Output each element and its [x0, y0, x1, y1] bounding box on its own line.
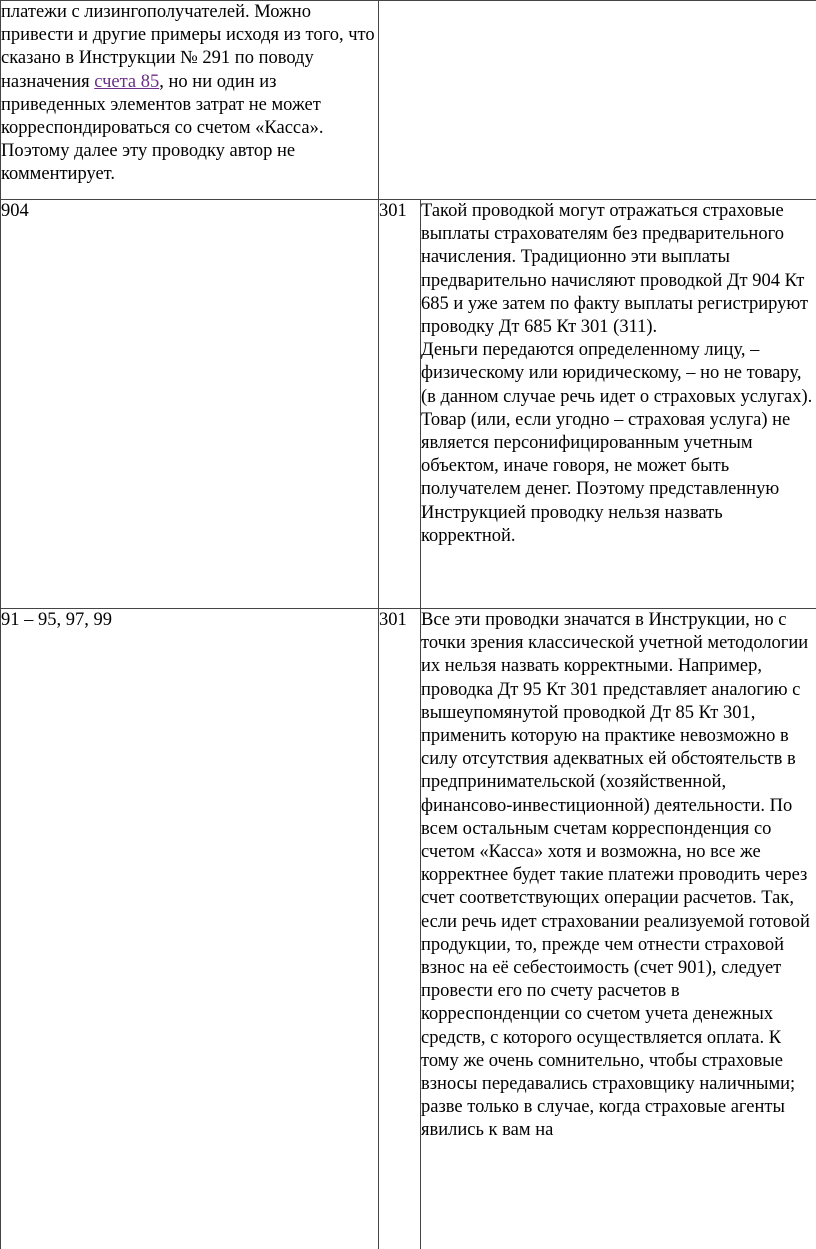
- comment-text: [1, 1, 378, 187]
- comment-paragraph: Такой проводкой могут отражаться страховые выплаты страхователям без предварительного начисления. Традиционно эти выплаты предварительно начисляют проводкой Дт 904 Кт 685 и уже затем по факту выплаты регистрируют проводку Дт 685 Кт 301 (311).: [421, 200, 816, 339]
- account-85-link[interactable]: счета 85: [94, 72, 159, 92]
- comment-text-before-link: платежи с лизингополучателей. Можно привести и другие примеры исходя из того, что сказано в Инструкции № 291 по поводу назначения: [1, 2, 375, 92]
- comment-paragraph: Все эти проводки значатся в Инструкции, но с точки зрения классической учетной методологии их нельзя назвать корректными. Например, проводка Дт 95 Кт 301 представляет аналогию с вышеупомянутой проводкой Дт 85 Кт 301, применить которую на практике невозможно в силу отсутствия адекватных ей обстоятельств в предпринимательской (хозяйственной, финансово-инвестиционной) деятельности. По всем остальным счетам корреспонденция со счетом «Касса» хотя и возможна, но все же корректнее будет такие платежи проводить через счет соответствующих операции расчетов. Так, если речь идет страховании реализуемой готовой продукции, то, прежде чем отнести страховой взнос на её себестоимость (счет 901), следует провести его по счету расчетов в корреспонденции со счетом учета денежных средств, с которого осуществляется оплата. К тому же очень сомнительно, чтобы страховые взносы передавались страховщику наличными; разве только в случае, когда страховые агенты явились к вам на: [421, 609, 816, 1143]
- credit-cell: 301: [379, 609, 421, 1249]
- table-row: [1, 1, 816, 200]
- table-row: [1, 609, 816, 1249]
- comment-cell: [421, 609, 816, 1249]
- comment-cell: [421, 200, 816, 609]
- comment-paragraph: Деньги передаются определенному лицу, – физическому или юридическому, – но не товару, (в данном случае речь идет о страховых услугах). Товар (или, если угодно – страховая услуга) не является персонифицированным учетным объектом, иначе говоря, не может быть получателем денег. Поэтому представленную Инструкцией проводку нельзя назвать корректной.: [421, 339, 816, 548]
- comment-cell-continued: [1, 1, 379, 200]
- empty-cell: [379, 1, 816, 200]
- comment-text-after-link: , но ни один из приведенных элементов затрат не может корреспондироваться со счетом «Касса». Поэтому далее эту проводку автор не комментирует.: [1, 72, 323, 185]
- debit-cell: 91 – 95, 97, 99: [1, 609, 379, 1249]
- debit-cell: 904: [1, 200, 379, 609]
- credit-cell: 301: [379, 200, 421, 609]
- table-row: [1, 200, 816, 609]
